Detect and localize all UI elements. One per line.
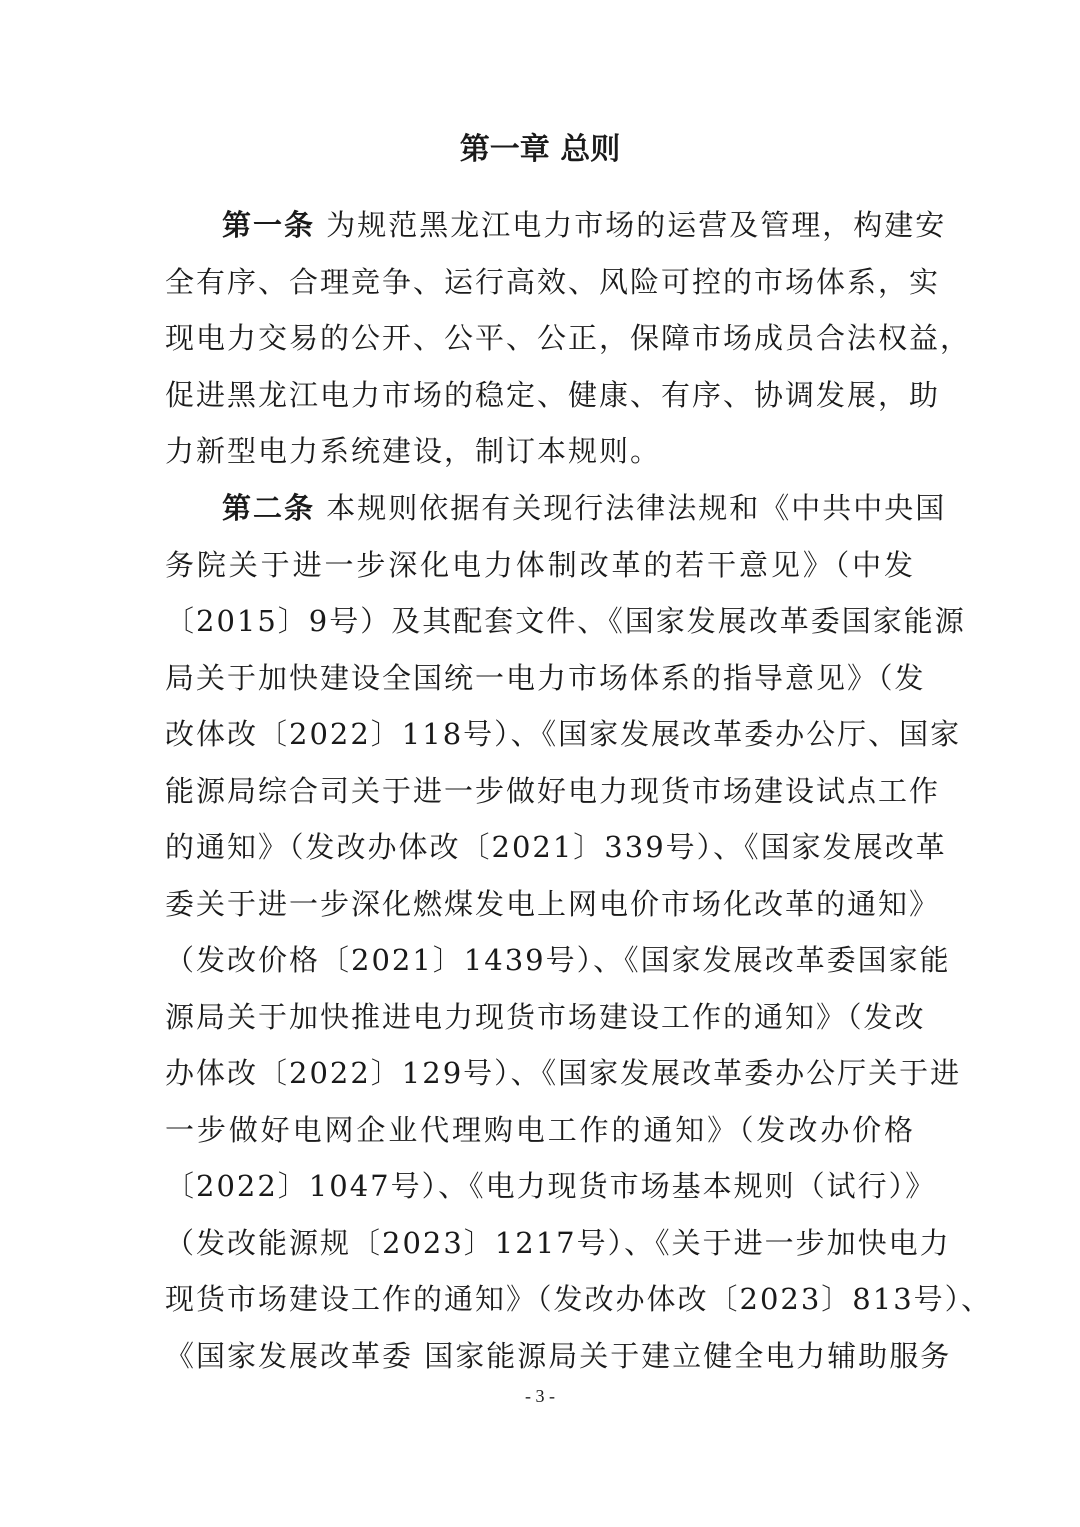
- article2-line-9: （发改价格〔2021〕1439号）、《国家发展改革委国家能: [165, 943, 951, 977]
- article2-line-15: 现货市场建设工作的通知》（发改办体改〔2023〕813号）、: [165, 1282, 993, 1316]
- article2-line-10: 源局关于加快推进电力现货市场建设工作的通知》（发改: [165, 1000, 926, 1034]
- article2-line-16: 《国家发展改革委 国家能源局关于建立健全电力辅助服务: [165, 1339, 952, 1373]
- article2-line-12: 一步做好电网企业代理购电工作的通知》（发改办价格: [165, 1113, 915, 1147]
- article2-line-3: 〔2015〕9号）及其配套文件、《国家发展改革委国家能源: [165, 604, 966, 638]
- article2-line-4: 局关于加快建设全国统一电力市场体系的指导意见》（发: [165, 661, 926, 695]
- article2-line-6: 能源局综合司关于进一步做好电力现货市场建设试点工作: [165, 774, 941, 808]
- article1-line-2: 全有序、合理竞争、运行高效、风险可控的市场体系，实: [165, 265, 941, 299]
- article1-line-1: [222, 205, 947, 245]
- article2-line-5: 改体改〔2022〕118号）、《国家发展改革委办公厅、国家: [165, 717, 962, 751]
- page-number: - 3 -: [525, 1386, 555, 1406]
- article2-line-8: 委关于进一步深化燃煤发电上网电价市场化改革的通知》: [165, 887, 941, 921]
- article2-line-7: 的通知》（发改办体改〔2021〕339号）、《国家发展改革: [165, 830, 947, 864]
- article2-line-2: 务院关于进一步深化电力体制改革的若干意见》（中发: [165, 548, 915, 582]
- article1-line-5: 力新型电力系统建设，制订本规则。: [165, 434, 662, 468]
- article2-line-14: （发改能源规〔2023〕1217号）、《关于进一步加快电力: [165, 1226, 951, 1260]
- chapter-title: 第一章 总则: [459, 132, 621, 167]
- article1-text: 为规范黑龙江电力市场的运营及管理，构建安: [326, 208, 947, 242]
- article1-line-4: 促进黑龙江电力市场的稳定、健康、有序、协调发展，助: [165, 378, 941, 412]
- article2-line-1: [222, 488, 947, 528]
- article2-label: 第二条: [222, 491, 316, 525]
- article2-line-11: 办体改〔2022〕129号）、《国家发展改革委办公厅关于进: [165, 1056, 962, 1090]
- article1-line-3: 现电力交易的公开、公平、公正，保障市场成员合法权益，: [165, 321, 972, 355]
- article2-text: 本规则依据有关现行法律法规和《中共中央国: [326, 491, 947, 525]
- article1-label: 第一条: [222, 208, 316, 242]
- article2-line-13: 〔2022〕1047号）、《电力现货市场基本规则（试行）》: [165, 1169, 937, 1203]
